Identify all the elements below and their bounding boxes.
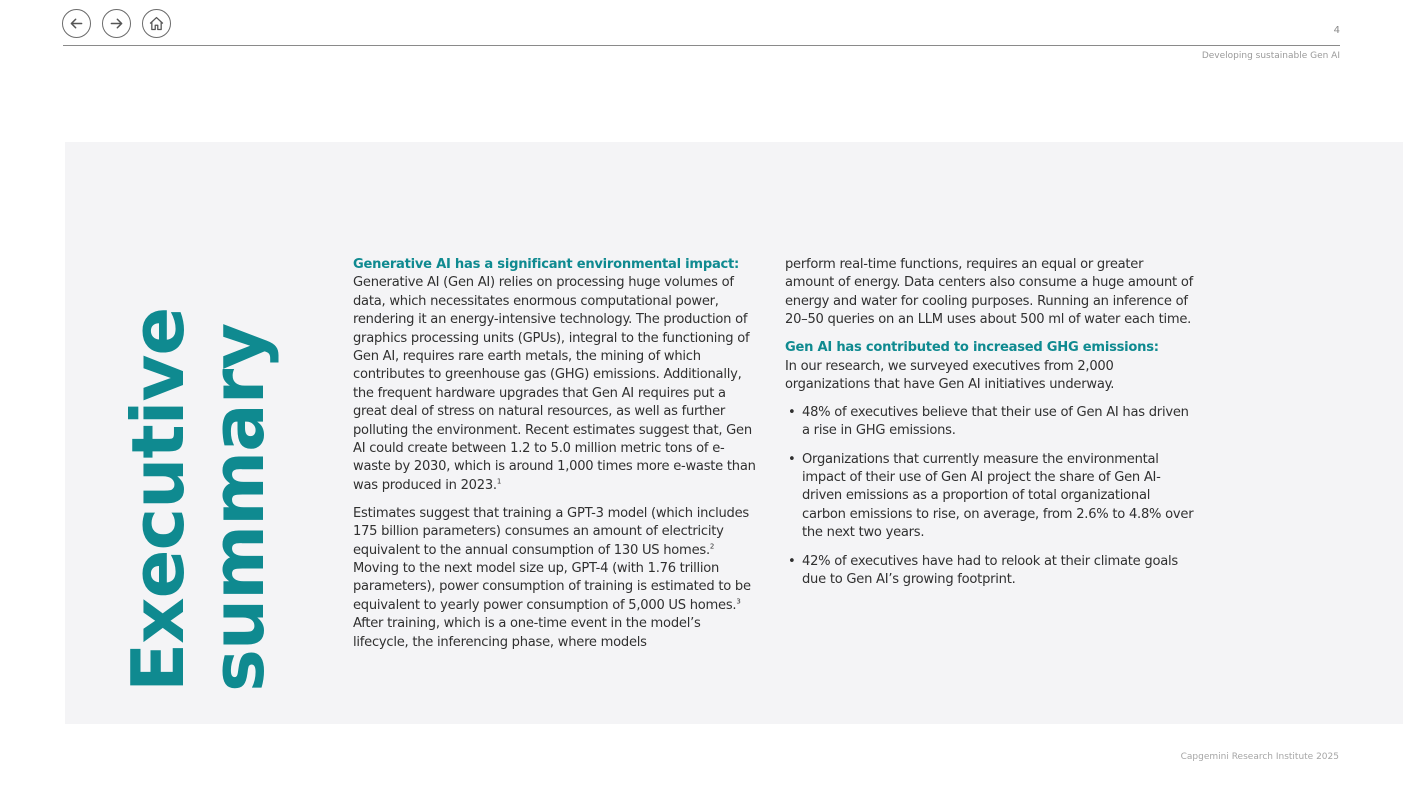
- footnote-3[interactable]: 3: [736, 597, 741, 606]
- document-title: Developing sustainable Gen AI: [1201, 51, 1340, 61]
- paragraph-1-text: Generative AI (Gen AI) relies on processing huge volumes of data, which necessitates enormous computational power, rendering it an energy-intensive technology. The production of graphics processing units (GPUs), integral to the functioning of Gen AI, requires rare earth metals, the mining of which contributes to greenhouse gas (GHG) emissions. Additionally, the frequent hardware upgrades that Gen AI requires put a great deal of stress on natural resources, as well as further polluting the environment. Recent estimates suggest that, Gen AI could create between 1.2 to 5.0 million metric tons of e-waste by 2030, which is around 1,000 times more e-waste than was produced in 2023.: [353, 275, 756, 493]
- forward-button[interactable]: [102, 9, 131, 38]
- home-button[interactable]: [142, 9, 171, 38]
- arrow-right-icon: [108, 15, 125, 32]
- list-item: • Organizations that currently measure the environmental impact of their use of Gen AI project the share of Gen AI-driven emissions as a proportion of total organizational carbon emissions to rise, on average, from 2.6% to 4.8% over the next two years.: [785, 451, 1195, 543]
- list-item: • 42% of executives have had to relook at their climate goals due to Gen AI’s growing footprint.: [785, 553, 1195, 590]
- footnote-2[interactable]: 2: [709, 542, 715, 551]
- findings-list: [785, 404, 1195, 590]
- list-item: • 48% of executives believe that their use of Gen AI has driven a rise in GHG emissions.: [785, 404, 1195, 441]
- right-column: [785, 256, 1195, 600]
- paragraph-3-text: In our research, we surveyed executives from 2,000 organizations that have Gen AI initiatives underway.: [785, 358, 1115, 392]
- paragraph-2-text-b: Moving to the next model size up, GPT-4 (with 1.76 trillion parameters), power consumption of training is estimated to be equivalent to yearly power consumption of 5,000 US homes.: [353, 561, 751, 613]
- left-column: [353, 256, 758, 662]
- section-title-line2: summary: [196, 323, 280, 692]
- header-divider: [63, 45, 1340, 46]
- nav-buttons: [62, 9, 171, 38]
- footer-credit: Capgemini Research Institute 2025: [1180, 752, 1339, 762]
- arrow-left-icon: [68, 15, 85, 32]
- page-number: 4: [1333, 25, 1340, 36]
- section-title-line1: Executive: [116, 307, 200, 692]
- paragraph-1: [353, 256, 758, 495]
- section-title: [116, 307, 280, 692]
- paragraph-2: [353, 505, 758, 652]
- paragraph-continued: perform real-time functions, requires an equal or greater amount of energy. Data centers also consume a huge amount of energy and water for cooling purposes. Running an inference of 20–50 queries on an LLM uses about 500 ml of water each time.: [785, 257, 1193, 328]
- back-button[interactable]: [62, 9, 91, 38]
- heading-ghg-emissions: Gen AI has contributed to increased GHG emissions:: [785, 340, 1159, 356]
- paragraph-3: [785, 339, 1195, 394]
- heading-environmental-impact: Generative AI has a significant environmental impact:: [353, 257, 740, 272]
- footnote-1[interactable]: 1: [496, 477, 502, 486]
- paragraph-2-text-c: After training, which is a one-time event in the model’s lifecycle, the inferencing phase, where models: [353, 616, 701, 650]
- paragraph-2-text-a: Estimates suggest that training a GPT-3 model (which includes 175 billion parameters) consumes an amount of electricity equivalent to the annual consumption of 130 US homes.: [353, 505, 749, 558]
- home-icon: [148, 15, 165, 32]
